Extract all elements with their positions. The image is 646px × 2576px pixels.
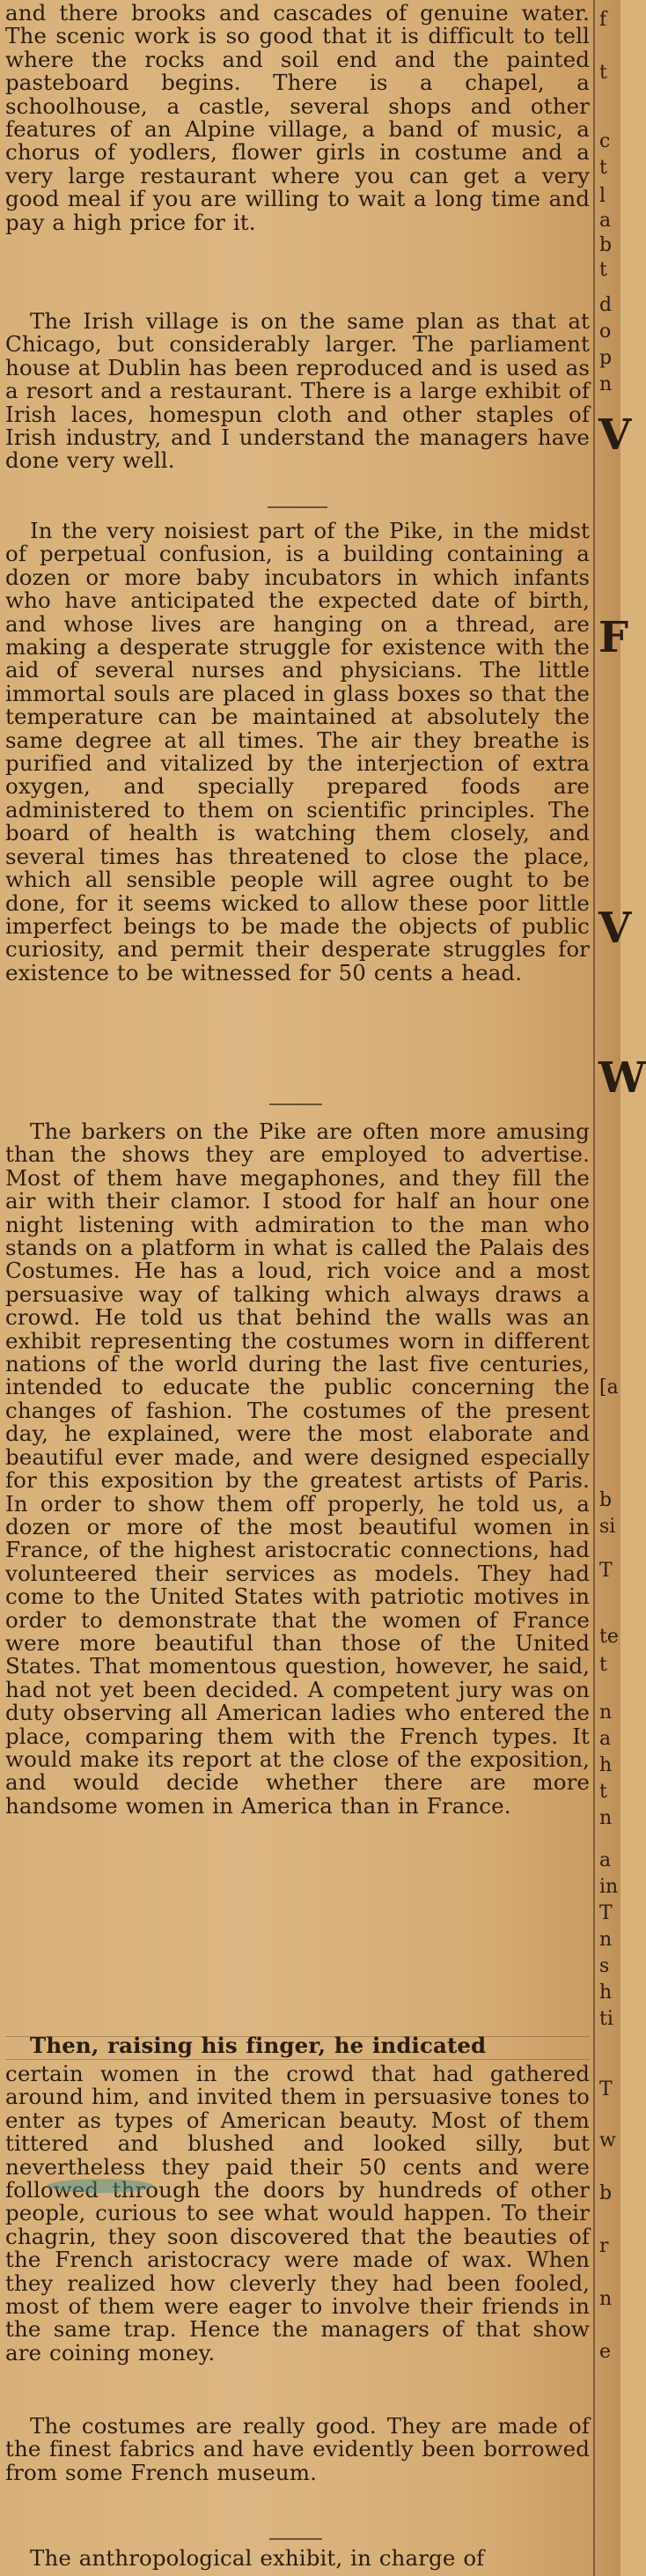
- margin-fragment: V: [598, 904, 632, 953]
- paragraph-baby-incubators: [5, 520, 590, 985]
- margin-fragment: ti: [599, 2008, 613, 2030]
- margin-fragment: n: [599, 1701, 613, 1723]
- margin-fragment: h: [599, 1982, 613, 2004]
- section-rule: [269, 1103, 322, 1105]
- paragraph-text: The costumes are really good. They are made of the finest fabrics and have evidently been borrowed from some French museum.: [5, 2413, 590, 2485]
- paragraph-text: The Irish village is on the same plan as that at Chicago, but considerably larger. The parliament house at Dublin has been reproduced and is used as a resort and a restaurant. There is a large exhibit of Irish laces, homespun cloth and other staples of Irish industry, and I understand the managers have done very well.: [5, 308, 590, 474]
- margin-fragment: t: [599, 1781, 607, 1803]
- paragraph-raising-finger: [5, 2034, 590, 2057]
- margin-fragment: in: [599, 1876, 619, 1898]
- margin-fragment: si: [599, 1516, 616, 1538]
- margin-fragment: a: [599, 1728, 612, 1750]
- margin-fragment: d: [599, 294, 613, 316]
- margin-fragment: a: [599, 210, 612, 232]
- margin-fragment: r: [599, 2235, 609, 2257]
- ink-stain: [48, 2179, 153, 2193]
- paragraph-alpine-village: [5, 2, 590, 234]
- margin-fragment: V: [598, 410, 632, 460]
- margin-fragment: f: [599, 9, 607, 31]
- margin-fragment: h: [599, 1754, 613, 1776]
- paragraph-text: In the very noisiest part of the Pike, in the midst of perpetual confusion, is a building containing a dozen or more baby incubators in which infants who have anticipated the expected date of birth, and whose lives are hanging on a thread, are making a desperate struggle for existence with the aid of several nurses and physicians. The little immortal souls are placed in glass boxes so that the temperature can be maintained at absolutely the same degree at all times. The air they breathe is purified and vitalized by the interjection of extra oxygen, and specially prepared foods are administered to them on scientific principles. The board of health is watching them closely, and several times has threatened to close the place, which all sensible people will agree ought to be done, for it seems wicked to allow these poor little imperfect beings to be made the objects of public curiosity, and permit their desperate struggles for existence to be witnessed for 50 cents a head.: [5, 518, 590, 985]
- margin-fragment: l: [599, 185, 606, 207]
- paragraph-text: The barkers on the Pike are often more amusing than the shows they are employed to advertise. Most of them have megaphones, and they fill the air with their clamor. I stood for half an hour one night listening with admiration to the man who stands on a platform in what is called the Palais des Costumes. He has a loud, rich voice and a most persuasive way of talking which always draws a crowd. He told us that behind the walls was an exhibit representing the costumes worn in different nations of the world during the last five centuries, intended to educate the public concerning the changes of fashion. The costumes of the present day, he explained, were the most elaborate and beautiful ever made, and were designed especially for this exposition by the greatest artists of Paris. In order to show them off properly, he told us, a dozen or more of the most beautiful women in France, of the highest aristocratic connections, had volunteered their services as models. They had come to the United States with patriotic motives in order to demonstrate that the women of France were more beautiful than those of the United States. That momentous question, however, he said, had not yet been decided. A competent jury was on duty observing all American ladies who entered the place, comparing them with the French types. It would make its report at the close of the exposition, and would decide whether there are more handsome women in America than in France.: [5, 1118, 590, 1819]
- margin-fragment: o: [599, 321, 612, 343]
- margin-fragment: b: [599, 2182, 613, 2204]
- margin-fragment: T: [599, 2078, 613, 2100]
- section-rule: [269, 2538, 322, 2540]
- margin-fragment: n: [599, 2288, 613, 2310]
- margin-fragment: T: [599, 1902, 613, 1924]
- paragraph-text: certain women in the crowd that had gathered around him, and invited them in persuasive tones to enter as types of American beauty. Most of them tittered and blushed and looked silly, but nevertheless they paid their 50 cents and were followed through the doors by hundreds of other people, curious to see what would happen. To their chagrin, they soon discovered that the beauties of the French aristocracy were made of wax. When they realized how cleverly they had been fooled, most of them were eager to involve their friends in the same trap. Hence the managers of that show are coining money.: [5, 2061, 590, 2366]
- margin-fragment: s: [599, 1955, 610, 1977]
- margin-fragment: w: [599, 2129, 616, 2152]
- paragraph-text: The anthropological exhibit, in charge of: [30, 2545, 485, 2571]
- margin-fragment: t: [599, 1654, 607, 1676]
- margin-fragment: e: [599, 2341, 612, 2363]
- margin-fragment: c: [599, 130, 611, 152]
- margin-fragment: [a: [599, 1377, 619, 1399]
- paragraph-lead-line: Then, raising his finger, he indicated: [30, 2033, 487, 2058]
- column-rule: [593, 0, 595, 2576]
- paragraph-costumes: [5, 2415, 590, 2484]
- paragraph-anthropological: [5, 2547, 590, 2570]
- margin-fragment: b: [599, 1489, 613, 1511]
- fold-line: [5, 2059, 590, 2060]
- margin-fragment: t: [599, 259, 607, 281]
- section-rule: [268, 506, 327, 508]
- margin-fragment: t: [599, 157, 607, 179]
- margin-fragment: n: [599, 373, 613, 395]
- margin-fragment: p: [599, 347, 613, 369]
- paragraph-american-beauty: [5, 2063, 590, 2365]
- margin-fragment: T: [599, 1560, 613, 1582]
- margin-fragment: F: [598, 613, 629, 662]
- margin-fragment: t: [599, 62, 607, 84]
- paragraph-barkers: [5, 1120, 590, 1818]
- margin-fragment: te: [599, 1626, 619, 1648]
- paragraph-text: and there brooks and cascades of genuine water. The scenic work is so good that it is difficult to tell where the rocks and soil end and the painted pasteboard begins. There is a chapel, a schoolhouse, a castle, several shops and other features of an Alpine village, a band of music, a chorus of yodlers, flower girls in costume and a very large restaurant where you can get a very good meal if you are willing to wait a long time and pay a high price for it.: [5, 0, 590, 235]
- margin-fragment: a: [599, 1849, 612, 1871]
- margin-fragment: b: [599, 234, 613, 256]
- paragraph-irish-village: [5, 310, 590, 473]
- margin-fragment: n: [599, 1807, 613, 1829]
- margin-fragment: n: [599, 1929, 613, 1951]
- margin-fragment: W: [598, 1053, 646, 1103]
